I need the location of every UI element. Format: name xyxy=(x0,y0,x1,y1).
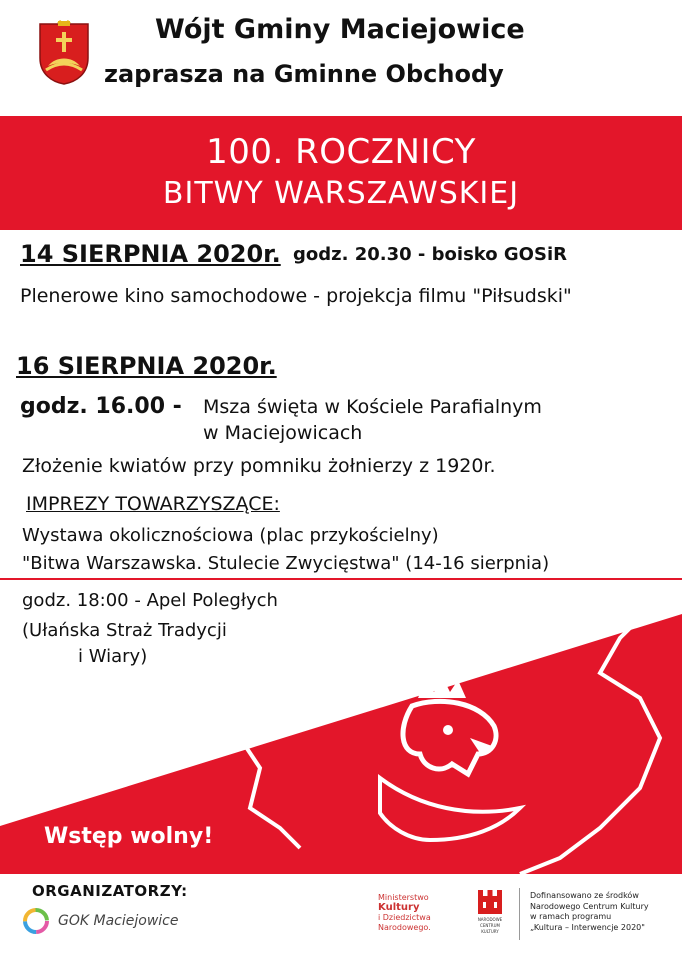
nck-logo-icon xyxy=(470,888,510,938)
ministry-logo-text xyxy=(378,893,468,933)
header-subtitle: zaprasza na Gminne Obchody xyxy=(104,60,504,88)
ministry-line-1: Ministerstwo xyxy=(378,893,429,902)
nck-line-1: NARODOWE xyxy=(477,917,503,922)
apel-line-3: i Wiary) xyxy=(78,646,148,667)
banner-line-1: 100. ROCZNICY xyxy=(206,132,476,172)
gok-name: GOK Maciejowice xyxy=(58,913,179,929)
funding-line-1: Dofinansowano ze środków xyxy=(530,891,639,900)
free-entry-label: Wstęp wolny! xyxy=(44,824,214,849)
event2-time: godz. 16.00 - xyxy=(20,394,182,419)
event2-mass-line-2: w Maciejowicach xyxy=(203,422,363,444)
nck-line-3: KULTURY xyxy=(481,929,499,934)
event1-time-place: godz. 20.30 - boisko GOSiR xyxy=(293,244,567,265)
banner-line-2: BITWY WARSZAWSKIEJ xyxy=(162,176,520,211)
ministry-line-2: Kultury xyxy=(378,902,420,913)
event2-date: 16 SIERPNIA 2020r. xyxy=(16,352,277,380)
nck-line-2: CENTRUM xyxy=(480,923,500,928)
organizers-label: ORGANIZATORZY: xyxy=(32,882,188,900)
event1-description: Plenerowe kino samochodowe - projekcja filmu "Piłsudski" xyxy=(20,285,572,307)
ministry-line-3: i Dziedzictwa xyxy=(378,913,431,922)
apel-line-1: godz. 18:00 - Apel Poległych xyxy=(22,590,278,611)
funding-line-3: w ramach programu xyxy=(530,912,612,921)
footer-divider xyxy=(519,888,520,940)
event1-date: 14 SIERPNIA 2020r. xyxy=(20,240,281,268)
funding-note xyxy=(530,891,680,933)
funding-line-4: „Kultura – Interwencje 2020" xyxy=(530,922,645,932)
event2-flowers: Złożenie kwiatów przy pomniku żołnierzy z 1920r. xyxy=(22,455,496,477)
header-title: Wójt Gminy Maciejowice xyxy=(155,14,525,45)
gok-logo-icon xyxy=(22,907,50,935)
ministry-line-4: Narodowego. xyxy=(378,923,431,932)
exhibition-line-2: "Bitwa Warszawska. Stulecie Zwycięstwa" (14-16 sierpnia) xyxy=(22,553,550,574)
apel-line-2: (Ułańska Straż Tradycji xyxy=(22,620,227,641)
funding-line-2: Narodowego Centrum Kultury xyxy=(530,901,649,911)
event2-mass-line-1: Msza święta w Kościele Parafialnym xyxy=(203,396,542,418)
coat-of-arms-icon xyxy=(36,20,92,86)
side-events-heading: IMPREZY TOWARZYSZĄCE: xyxy=(26,493,280,515)
exhibition-line-1: Wystawa okolicznościowa (plac przykościelny) xyxy=(22,525,439,546)
